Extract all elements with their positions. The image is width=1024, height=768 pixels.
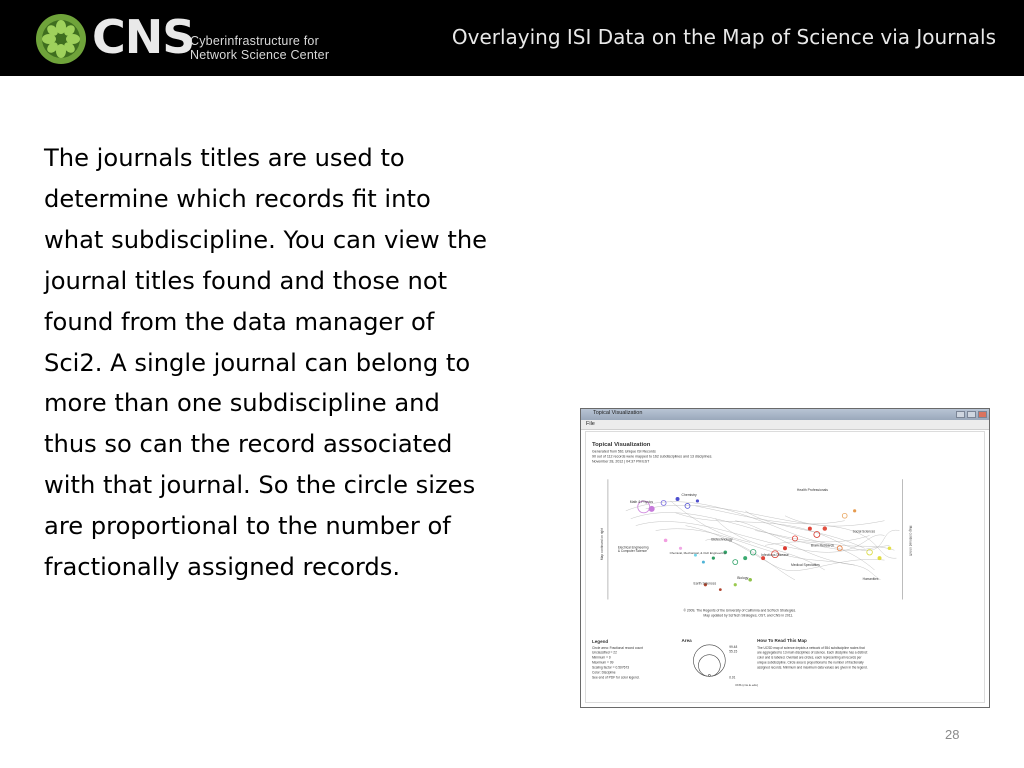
howto-line: color and is labeled. Overlaid are circles, each representing all records per: [757, 655, 862, 660]
legend-line: Circle area: Fractional record count: [591, 645, 643, 650]
label-chemical-engineering: Chemical, Mechanical, & Civil Engineering: [669, 551, 726, 556]
area-circle-max: [693, 645, 725, 677]
slide-title: Overlaying ISI Data on the Map of Science via Journals: [451, 25, 996, 49]
page-number: 28: [945, 727, 960, 742]
legend-line: Minimum = 0: [591, 655, 611, 660]
body-line: Sci2. A single journal can belong to: [44, 348, 471, 377]
label-humanities: Humanities: [862, 576, 879, 581]
label-infectious-disease: Infectious Disease: [761, 553, 789, 558]
body-line: more than one subdiscipline and: [44, 389, 440, 418]
visualization-page: [585, 431, 985, 703]
label-computer-science: & Computer Science: [617, 549, 647, 554]
window-titlebar: [581, 409, 989, 420]
topical-visualization-window: [580, 408, 990, 708]
body-line: fractionally assigned records.: [44, 553, 401, 582]
area-title: Area: [681, 637, 692, 643]
maximize-icon[interactable]: [967, 411, 976, 418]
logo-wordmark: CNS: [92, 10, 195, 64]
body-line: are proportional to the number of: [44, 512, 451, 541]
label-earth-sciences: Earth Sciences: [693, 581, 717, 586]
body-line: determine which records fit into: [44, 184, 431, 213]
label-health-professionals: Health Professionals: [796, 488, 828, 493]
body-line: with that journal. So the circle sizes: [44, 471, 476, 500]
legend-line: See end of PDF for color legend.: [591, 675, 640, 680]
legend-title: Legend: [591, 638, 609, 644]
label-medical-specialties: Medical Specialties: [790, 563, 820, 568]
map-side-label-right: Map continued on left: [908, 525, 913, 556]
map-copyright: © 2009, The Regents of the University of California and SciTech Strategies.: [683, 608, 797, 613]
body-line: found from the data manager of: [44, 307, 435, 336]
legend-line: Scaling factor = 0.507673: [591, 665, 630, 670]
legend-line: Color: Discipline: [591, 670, 616, 675]
cns-logo: [34, 12, 334, 66]
map-side-label-left: Map continued on right: [599, 528, 604, 561]
legend-line: Unclassified = 22: [591, 650, 617, 655]
close-icon[interactable]: [978, 411, 987, 418]
logo-org-line-1: Cyberinfrastructure for: [190, 34, 319, 48]
area-value: 0.01: [729, 675, 736, 680]
viz-generated-line: 90 out of 112 records were mapped to 162 subdisciplines and 13 disciplines.: [591, 454, 713, 459]
viz-title: Topical Visualization: [591, 441, 651, 448]
legend-line: Maximum = 99: [591, 660, 614, 665]
minimize-icon[interactable]: [956, 411, 965, 418]
body-paragraph: [44, 138, 564, 588]
label-math-physics: Math & Physics: [629, 499, 654, 504]
howto-title: How To Read This Map: [757, 637, 807, 643]
label-social-sciences: Social Sciences: [852, 529, 876, 534]
body-line: journal titles found and those not: [44, 266, 448, 295]
howto-line: assigned records. Minimum and maximum data values are given in the legend.: [757, 665, 868, 670]
science-map: [586, 432, 984, 702]
viz-generated-line: Generated from 561 Unique ISI Records: [591, 449, 656, 454]
window-title: Topical Visualization: [593, 410, 643, 416]
window-menubar: [581, 420, 989, 430]
footer-credit: CNS (cns.iu.edu): [735, 683, 758, 688]
label-electrical-engineering: Electrical Engineering: [617, 545, 649, 550]
body-line: thus so can the record associated: [44, 430, 453, 459]
howto-line: unique subdiscipline. Circle area is proportional to the number of fractionally: [757, 660, 864, 665]
area-value: 55.15: [729, 649, 738, 654]
label-biotechnology: Biotechnology: [711, 537, 733, 542]
howto-line: The UCSD map of science depicts a network of 554 subdiscipline nodes that: [757, 645, 865, 650]
menu-file[interactable]: File: [586, 421, 595, 427]
logo-org-line-2: Network Science Center: [190, 48, 330, 62]
label-chemistry: Chemistry: [681, 493, 697, 498]
viz-date-line: November 28, 2012 | 04:37 PM EST: [591, 459, 650, 464]
label-biology: Biology: [737, 575, 749, 580]
label-brain-research: Brain Research: [810, 543, 835, 548]
area-circle-min: [708, 674, 710, 676]
area-circle-mid: [698, 655, 720, 677]
map-copyright-update: Map updated by SciTech Strategies, OST, and CNS in 2011.: [703, 613, 794, 618]
body-line: what subdiscipline. You can view the: [44, 225, 488, 254]
network-nodes: [638, 497, 892, 591]
area-value: 99.48: [729, 644, 738, 649]
header-bar: [0, 0, 1024, 76]
howto-line: are aggregated to 13 main disciplines of science. Each discipline has a distinct: [757, 650, 868, 655]
body-line: The journals titles are used to: [44, 144, 405, 172]
cns-flower-icon: [34, 12, 88, 66]
